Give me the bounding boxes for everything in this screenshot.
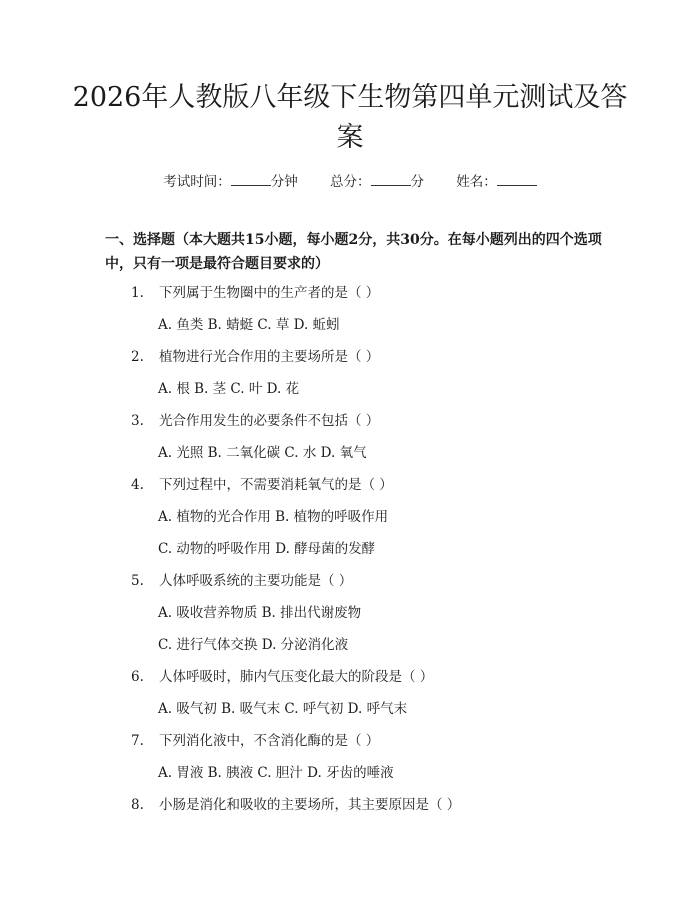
question-number: 1. <box>131 285 144 301</box>
question-text: 下列属于生物圈中的生产者的是（ ） <box>159 285 380 301</box>
question-number: 5. <box>131 573 144 589</box>
question-2 <box>131 345 379 365</box>
question-5-options-line-1: A. 吸收营养物质 B. 排出代谢废物 <box>158 605 362 621</box>
question-number: 8. <box>131 797 144 813</box>
question-number: 4. <box>131 477 144 493</box>
question-number: 7. <box>131 733 144 749</box>
total-score-blank[interactable] <box>371 173 411 186</box>
question-4-options-line-1: A. 植物的光合作用 B. 植物的呼吸作用 <box>158 509 389 525</box>
question-4-options-line-2: C. 动物的呼吸作用 D. 酵母菌的发酵 <box>158 541 376 557</box>
question-number: 2. <box>131 349 144 365</box>
question-text: 下列消化液中，不含消化酶的是（ ） <box>159 733 380 749</box>
total-score-label: 总分： <box>330 174 371 190</box>
question-3 <box>131 409 379 429</box>
question-number: 6. <box>131 669 144 685</box>
question-8 <box>131 793 460 813</box>
total-score-field <box>330 174 424 190</box>
question-1 <box>131 281 379 301</box>
exam-time-blank[interactable] <box>231 173 271 186</box>
question-4 <box>131 473 393 493</box>
total-score-unit: 分 <box>410 174 424 190</box>
question-text: 下列过程中，不需要消耗氧气的是（ ） <box>159 477 393 493</box>
question-text: 人体呼吸系统的主要功能是（ ） <box>159 573 353 589</box>
question-6-options: A. 吸气初 B. 吸气末 C. 呼气初 D. 呼气末 <box>158 701 408 717</box>
student-name-label: 姓名： <box>456 174 497 190</box>
exam-time-field <box>163 174 298 190</box>
question-2-options: A. 根 B. 茎 C. 叶 D. 花 <box>158 381 300 397</box>
question-5-options-line-2: C. 进行气体交换 D. 分泌消化液 <box>158 637 349 653</box>
question-text: 光合作用发生的必要条件不包括（ ） <box>159 413 380 429</box>
question-1-options: A. 鱼类 B. 蜻蜓 C. 草 D. 蚯蚓 <box>158 317 340 333</box>
question-5 <box>131 569 352 589</box>
exam-time-unit: 分钟 <box>270 174 298 190</box>
question-text: 人体呼吸时，肺内气压变化最大的阶段是（ ） <box>159 669 434 685</box>
question-6 <box>131 665 433 685</box>
exam-info-line <box>0 170 700 190</box>
student-name-field <box>456 174 537 190</box>
question-text: 植物进行光合作用的主要场所是（ ） <box>159 349 380 365</box>
student-name-blank[interactable] <box>497 173 537 186</box>
question-7 <box>131 729 379 749</box>
page-title: 2026年人教版八年级下生物第四单元测试及答案 <box>72 82 628 153</box>
question-text: 小肠是消化和吸收的主要场所，其主要原因是（ ） <box>159 797 461 813</box>
exam-time-label: 考试时间： <box>163 174 231 190</box>
question-3-options: A. 光照 B. 二氧化碳 C. 水 D. 氧气 <box>158 445 367 461</box>
question-7-options: A. 胃液 B. 胰液 C. 胆汁 D. 牙齿的唾液 <box>158 765 394 781</box>
question-number: 3. <box>131 413 144 429</box>
section-heading: 一、选择题（本大题共15小题，每小题2分，共30分。在每小题列出的四个选项中，只有一项是最符合题目要求的） <box>105 232 602 272</box>
